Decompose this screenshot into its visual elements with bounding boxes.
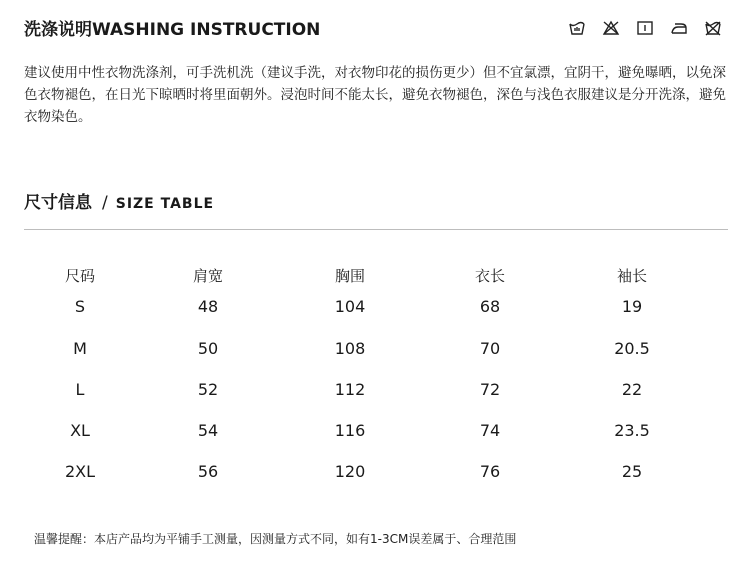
table-cell: 22 [621,380,643,399]
table-cell: 116 [334,421,366,440]
table-cell: 54 [197,421,219,440]
table-header-cell: 衣长 [474,267,505,285]
iron-icon [662,18,696,38]
table-cell: 48 [197,297,219,316]
table-cell: 50 [197,339,219,358]
table-cell: XL [70,421,90,440]
table-header-cell: 胸围 [334,267,365,285]
size-table-heading [24,188,214,213]
no-wash-icon [696,18,730,38]
table-cell: 112 [334,380,366,399]
measurement-note: 温馨提醒：本店产品均为平铺手工测量，因测量方式不同，如有1-3CM误差属于、合理范围 [34,532,517,546]
table-cell: L [75,380,85,399]
table-cell: 74 [479,421,501,440]
table-cell: M [73,339,87,358]
washing-instruction-text: 建议使用中性衣物洗涤剂，可手洗机洗（建议手洗，对衣物印花的损伤更少）但不宜氯漂，宜阴干，避免曝晒，以免深色衣物褪色，在日光下晾晒时将里面朝外。浸泡时间不能太长，避免衣物褪色，深色与浅色衣服建议是分开洗涤，避免衣物染色。 [24,65,726,125]
hand-wash-icon [560,18,594,38]
tumble-dry-icon [628,18,662,38]
table-cell: 25 [621,462,643,481]
table-cell: 20.5 [614,339,650,358]
table-cell: 52 [197,380,219,399]
size-title-en: SIZE TABLE [115,196,215,212]
size-title-cn: 尺寸信息 [24,193,92,213]
table-cell: 72 [479,380,501,399]
table-cell: 56 [197,462,219,481]
title-separator: / [102,193,108,213]
table-cell: S [74,297,86,316]
table-header-cell: 肩宽 [192,267,223,285]
table-cell: 68 [479,297,501,316]
divider [24,229,728,230]
table-cell: 120 [334,462,366,481]
table-cell: 23.5 [614,421,650,440]
care-icons [560,18,730,38]
table-cell: 76 [479,462,501,481]
no-bleach-icon [594,18,628,38]
table-header-cell: 袖长 [616,267,647,285]
table-header-cell: 尺码 [64,267,95,285]
table-cell: 19 [621,297,643,316]
table-cell: 70 [479,339,501,358]
washing-instruction-title: 洗涤说明WASHING INSTRUCTION [24,20,321,40]
table-cell: 2XL [64,462,96,481]
table-cell: 108 [334,339,366,358]
table-cell: 104 [334,297,366,316]
